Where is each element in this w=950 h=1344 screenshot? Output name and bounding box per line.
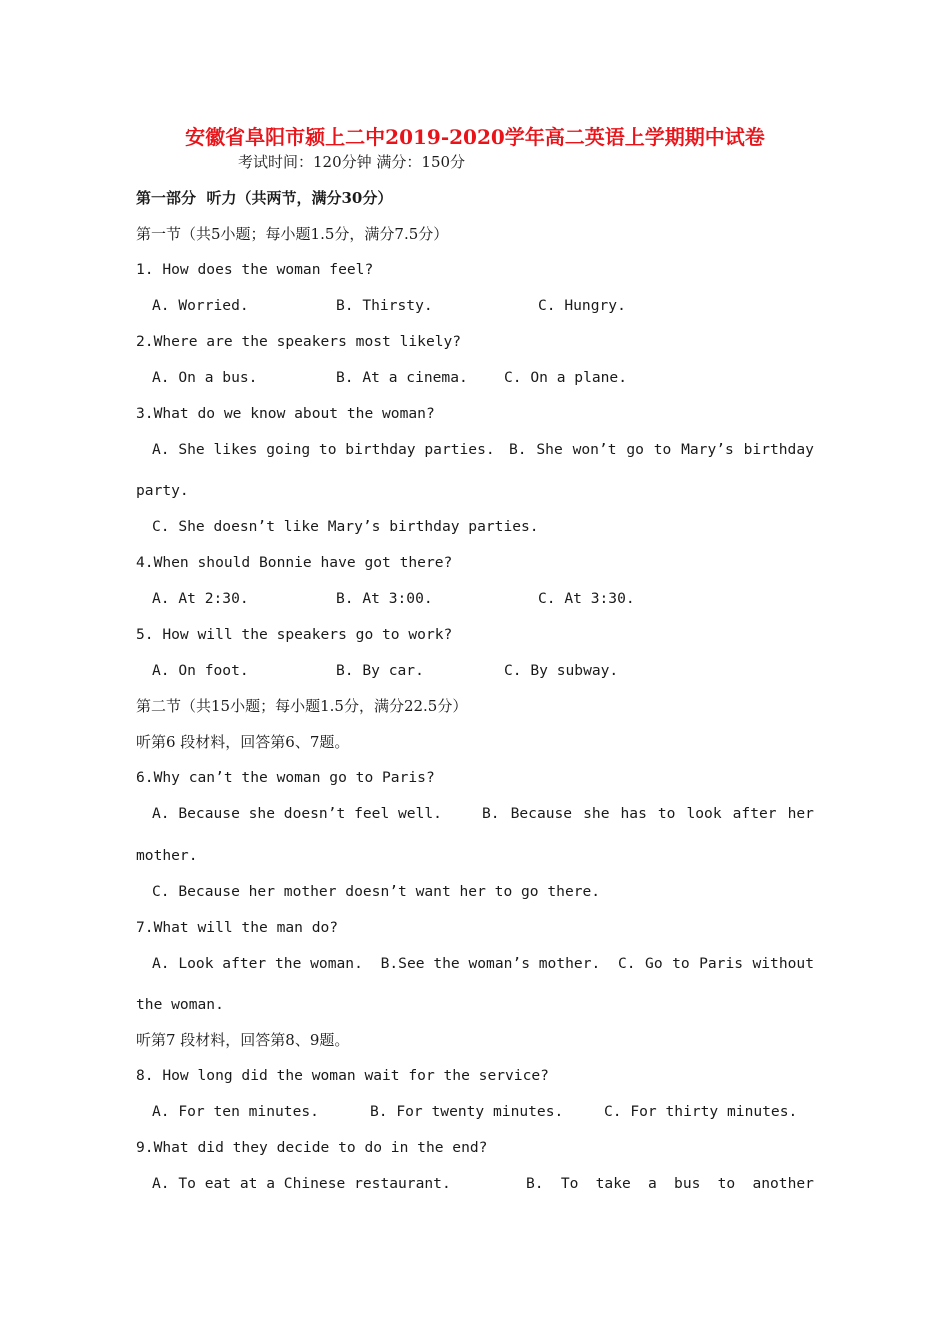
word: go <box>626 441 644 458</box>
q1-option-c: C. Hungry. <box>538 297 626 314</box>
question-5: 5. How will the speakers go to work? <box>136 626 453 643</box>
word: after <box>732 805 777 822</box>
word: has <box>620 805 647 822</box>
q4-option-b: B. At 3:00. <box>336 590 433 607</box>
word: birthday <box>743 441 814 458</box>
q5-option-a: A. On foot. <box>152 662 249 679</box>
q1-option-a: A. Worried. <box>152 297 249 314</box>
q6-option-b-continued: mother. <box>136 847 198 864</box>
q9-option-a: A. To eat at a Chinese restaurant. <box>152 1175 451 1192</box>
q7-option-c <box>618 954 814 974</box>
q5-option-c: C. By subway. <box>504 662 619 679</box>
question-8: 8. How long did the woman wait for the service? <box>136 1067 549 1084</box>
q3-options-ab-row <box>152 440 814 460</box>
direction-passage-6: 听第6 段材料，回答第6、7题。 <box>136 733 350 751</box>
word: without <box>752 955 814 972</box>
direction-passage-7: 听第7 段材料，回答第8、9题。 <box>136 1031 350 1049</box>
word: To <box>560 1175 579 1192</box>
q6-option-c: C. Because her mother doesn’t want her to go there. <box>152 883 601 900</box>
q4-option-a: A. At 2:30. <box>152 590 249 607</box>
word: Mary’s <box>681 441 734 458</box>
word: take <box>595 1175 631 1192</box>
word: Because <box>510 805 573 822</box>
q3-option-a: A. She likes going to birthday parties. <box>152 441 495 458</box>
q7-option-a: A. Look after the woman. <box>152 955 363 972</box>
exam-title: 安徽省阜阳市颍上二中2019-2020学年高二英语上学期期中试卷 <box>185 125 765 149</box>
q7-options-row <box>152 954 814 974</box>
word: She <box>536 441 563 458</box>
q3-option-b-continued: party. <box>136 482 189 499</box>
question-9: 9.What did they decide to do in the end? <box>136 1139 488 1156</box>
word: to <box>672 955 690 972</box>
question-6: 6.Why can’t the woman go to Paris? <box>136 769 435 786</box>
section2-heading: 第二节（共15小题；每小题1.5分，满分22.5分） <box>136 697 468 715</box>
word: to <box>657 805 676 822</box>
word: her <box>787 805 814 822</box>
word: Go <box>645 955 663 972</box>
word: to <box>653 441 672 458</box>
q7-option-c-continued: the woman. <box>136 996 224 1013</box>
q7-option-b: B.See the woman’s mother. <box>380 955 601 972</box>
q8-option-a: A. For ten minutes. <box>152 1103 319 1120</box>
word: B. <box>526 1175 544 1192</box>
question-1: 1. How does the woman feel? <box>136 261 374 278</box>
word: C. <box>618 955 636 972</box>
word: Paris <box>699 955 744 972</box>
word: won’t <box>572 441 617 458</box>
word: to <box>717 1175 736 1192</box>
question-7: 7.What will the man do? <box>136 919 339 936</box>
word: bus <box>674 1175 701 1192</box>
q5-option-b: B. By car. <box>336 662 424 679</box>
q8-option-c: C. For thirty minutes. <box>604 1103 798 1120</box>
q8-option-b: B. For twenty minutes. <box>370 1103 564 1120</box>
question-2: 2.Where are the speakers most likely? <box>136 333 462 350</box>
word: a <box>648 1175 657 1192</box>
q3-option-b <box>509 440 814 460</box>
word: she <box>583 805 610 822</box>
q6-option-b <box>482 804 814 824</box>
word: look <box>686 805 722 822</box>
word: another <box>752 1175 814 1192</box>
word: B. <box>509 441 527 458</box>
q6-option-a: A. Because she doesn’t feel well. <box>152 805 442 822</box>
exam-subtitle: 考试时间：120分钟 满分：150分 <box>238 153 466 171</box>
q2-option-a: A. On a bus. <box>152 369 258 386</box>
q9-option-b <box>526 1174 814 1194</box>
q2-option-b: B. At a cinema. <box>336 369 468 386</box>
q1-option-b: B. Thirsty. <box>336 297 433 314</box>
part1-heading: 第一部分 听力（共两节，满分30分） <box>136 189 393 207</box>
word: B. <box>482 805 500 822</box>
q3-option-c: C. She doesn’t like Mary’s birthday parties. <box>152 518 539 535</box>
question-3: 3.What do we know about the woman? <box>136 405 435 422</box>
section1-heading: 第一节（共5小题；每小题1.5分，满分7.5分） <box>136 225 449 243</box>
question-4: 4.When should Bonnie have got there? <box>136 554 453 571</box>
q6-options-ab-row <box>152 804 814 824</box>
q2-option-c: C. On a plane. <box>504 369 628 386</box>
q4-option-c: C. At 3:30. <box>538 590 635 607</box>
